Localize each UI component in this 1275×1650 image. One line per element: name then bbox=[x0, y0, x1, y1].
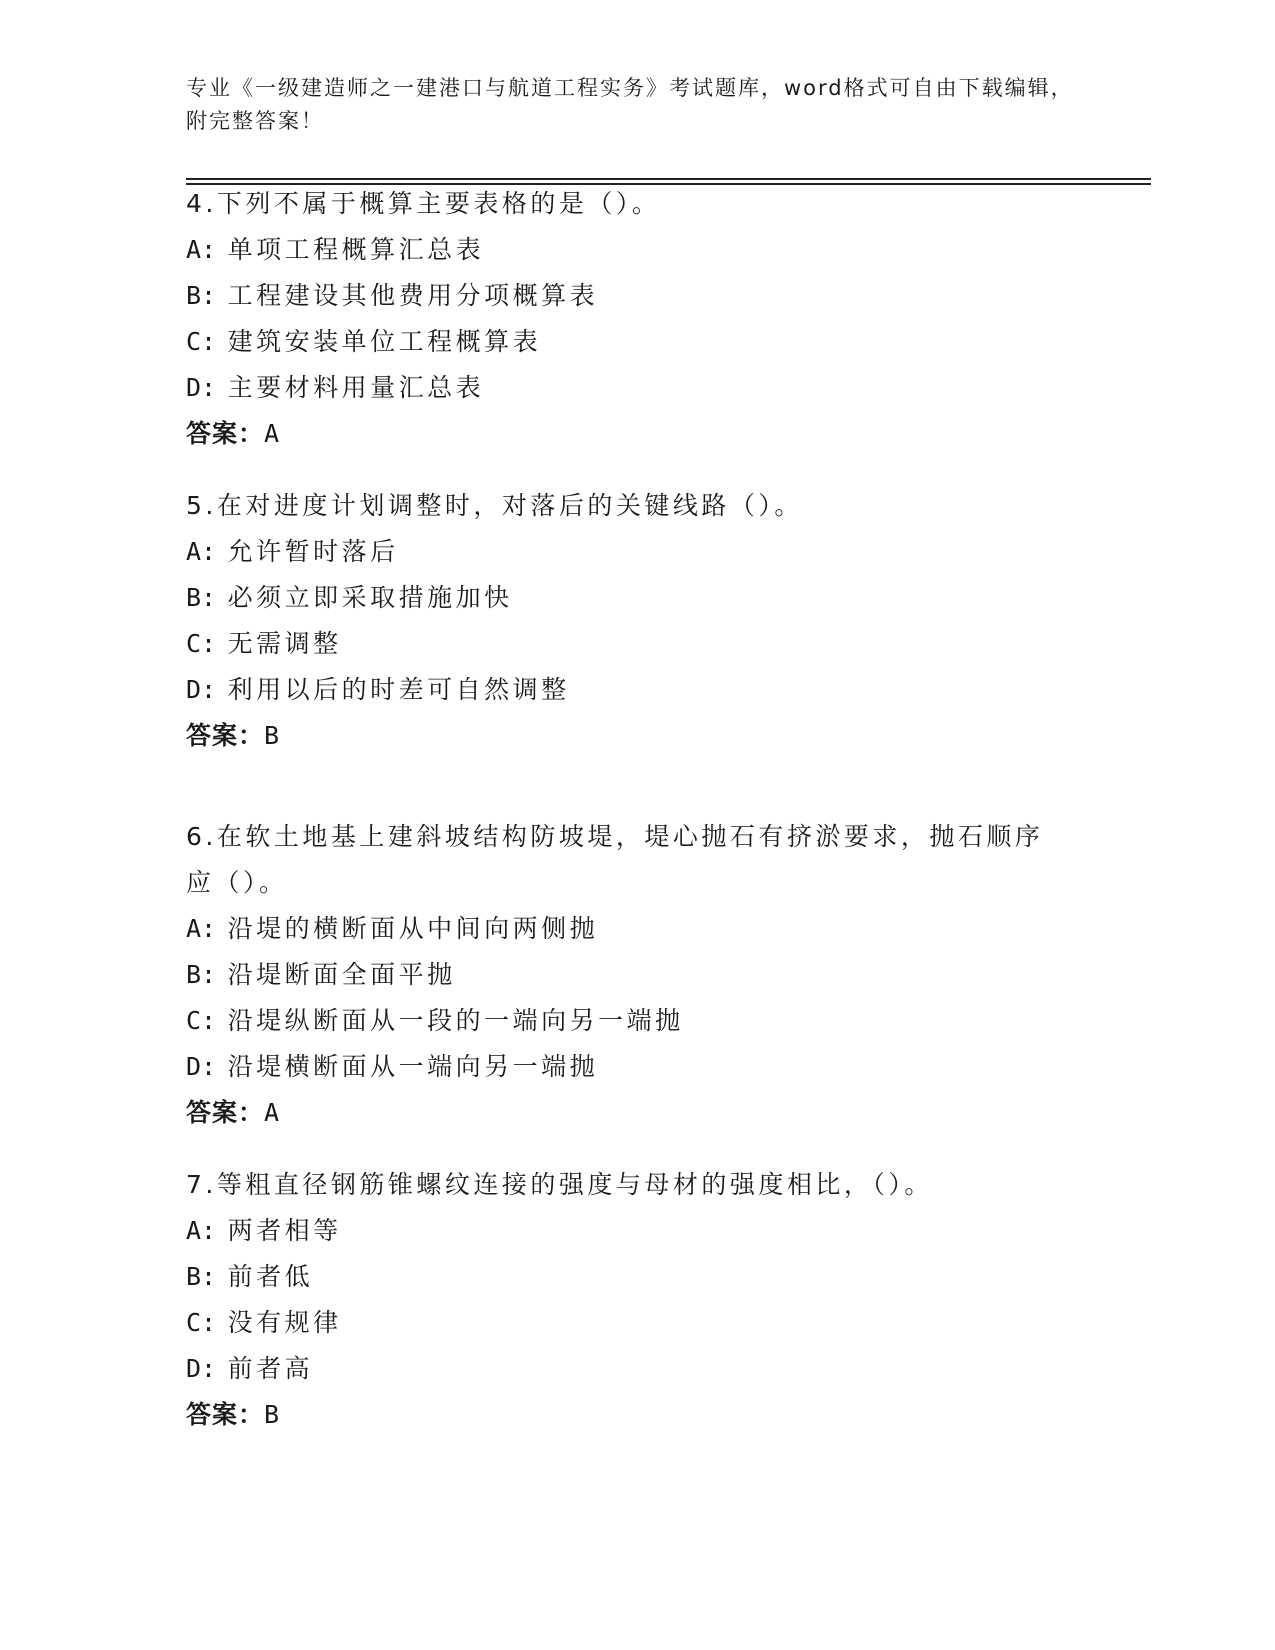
question-stem: 4.下列不属于概算主要表格的是（）。 bbox=[186, 189, 661, 218]
question-item bbox=[186, 181, 1086, 457]
option-letter: C: bbox=[186, 629, 217, 658]
option-letter: C: bbox=[186, 327, 217, 356]
option-text: 前者高 bbox=[227, 1354, 314, 1383]
option-letter: A: bbox=[186, 537, 217, 566]
option-letter: B: bbox=[186, 1262, 217, 1291]
answer-label: 答案： bbox=[186, 1098, 265, 1127]
question-stem: 7.等粗直径钢筋锥螺纹连接的强度与母材的强度相比，（）。 bbox=[186, 1170, 933, 1199]
option-letter: A: bbox=[186, 1216, 217, 1245]
option-text: 沿堤纵断面从一段的一端向另一端抛 bbox=[227, 1006, 684, 1035]
option-a bbox=[186, 1208, 1086, 1254]
answer-value: A bbox=[264, 1098, 281, 1127]
question-stem: 5.在对进度计划调整时，对落后的关键线路（）。 bbox=[186, 491, 803, 520]
option-text: 工程建设其他费用分项概算表 bbox=[227, 281, 599, 310]
answer-value: A bbox=[264, 419, 281, 448]
option-text: 两者相等 bbox=[227, 1216, 342, 1245]
option-d bbox=[186, 667, 1086, 713]
answer-value: B bbox=[264, 721, 281, 750]
option-text: 主要材料用量汇总表 bbox=[227, 373, 485, 402]
question-item bbox=[186, 814, 1046, 1136]
option-d bbox=[186, 1044, 1046, 1090]
option-letter: A: bbox=[186, 235, 217, 264]
option-text: 沿堤横断面从一端向另一端抛 bbox=[227, 1052, 599, 1081]
question-item bbox=[186, 1162, 1086, 1438]
question-stem: 6.在软土地基上建斜坡结构防坡堤，堤心抛石有挤淤要求，抛石顺序应（）。 bbox=[186, 822, 1044, 897]
option-a bbox=[186, 906, 1046, 952]
question-item bbox=[186, 483, 1086, 759]
option-c bbox=[186, 319, 1086, 365]
answer-line bbox=[186, 1392, 1086, 1438]
option-text: 沿堤的横断面从中间向两侧抛 bbox=[227, 914, 599, 943]
option-letter: A: bbox=[186, 914, 217, 943]
answer-label: 答案： bbox=[186, 1400, 265, 1429]
option-d bbox=[186, 365, 1086, 411]
answer-label: 答案： bbox=[186, 419, 265, 448]
answer-line bbox=[186, 1090, 1046, 1136]
document-header: 专业《一级建造师之一建港口与航道工程实务》考试题库，word格式可自由下载编辑，附完整答案！ bbox=[186, 76, 1074, 133]
option-letter: D: bbox=[186, 675, 217, 704]
option-letter: B: bbox=[186, 960, 217, 989]
option-text: 前者低 bbox=[227, 1262, 314, 1291]
option-b bbox=[186, 952, 1046, 998]
answer-value: B bbox=[264, 1400, 281, 1429]
option-a bbox=[186, 227, 1086, 273]
option-letter: B: bbox=[186, 583, 217, 612]
option-c bbox=[186, 621, 1086, 667]
option-letter: D: bbox=[186, 373, 217, 402]
answer-line bbox=[186, 713, 1086, 759]
option-letter: D: bbox=[186, 1354, 217, 1383]
option-text: 无需调整 bbox=[227, 629, 342, 658]
option-text: 允许暂时落后 bbox=[227, 537, 399, 566]
option-b bbox=[186, 273, 1086, 319]
option-letter: D: bbox=[186, 1052, 217, 1081]
option-text: 建筑安装单位工程概算表 bbox=[227, 327, 542, 356]
option-text: 必须立即采取措施加快 bbox=[227, 583, 513, 612]
answer-label: 答案： bbox=[186, 721, 265, 750]
option-letter: C: bbox=[186, 1308, 217, 1337]
option-text: 沿堤断面全面平抛 bbox=[227, 960, 456, 989]
option-text: 单项工程概算汇总表 bbox=[227, 235, 485, 264]
option-text: 利用以后的时差可自然调整 bbox=[227, 675, 570, 704]
option-b bbox=[186, 1254, 1086, 1300]
option-letter: B: bbox=[186, 281, 217, 310]
option-letter: C: bbox=[186, 1006, 217, 1035]
answer-line bbox=[186, 411, 1086, 457]
header-divider-top bbox=[186, 178, 1151, 180]
option-c bbox=[186, 1300, 1086, 1346]
option-a bbox=[186, 529, 1086, 575]
option-text: 没有规律 bbox=[227, 1308, 342, 1337]
option-d bbox=[186, 1346, 1086, 1392]
option-c bbox=[186, 998, 1046, 1044]
option-b bbox=[186, 575, 1086, 621]
